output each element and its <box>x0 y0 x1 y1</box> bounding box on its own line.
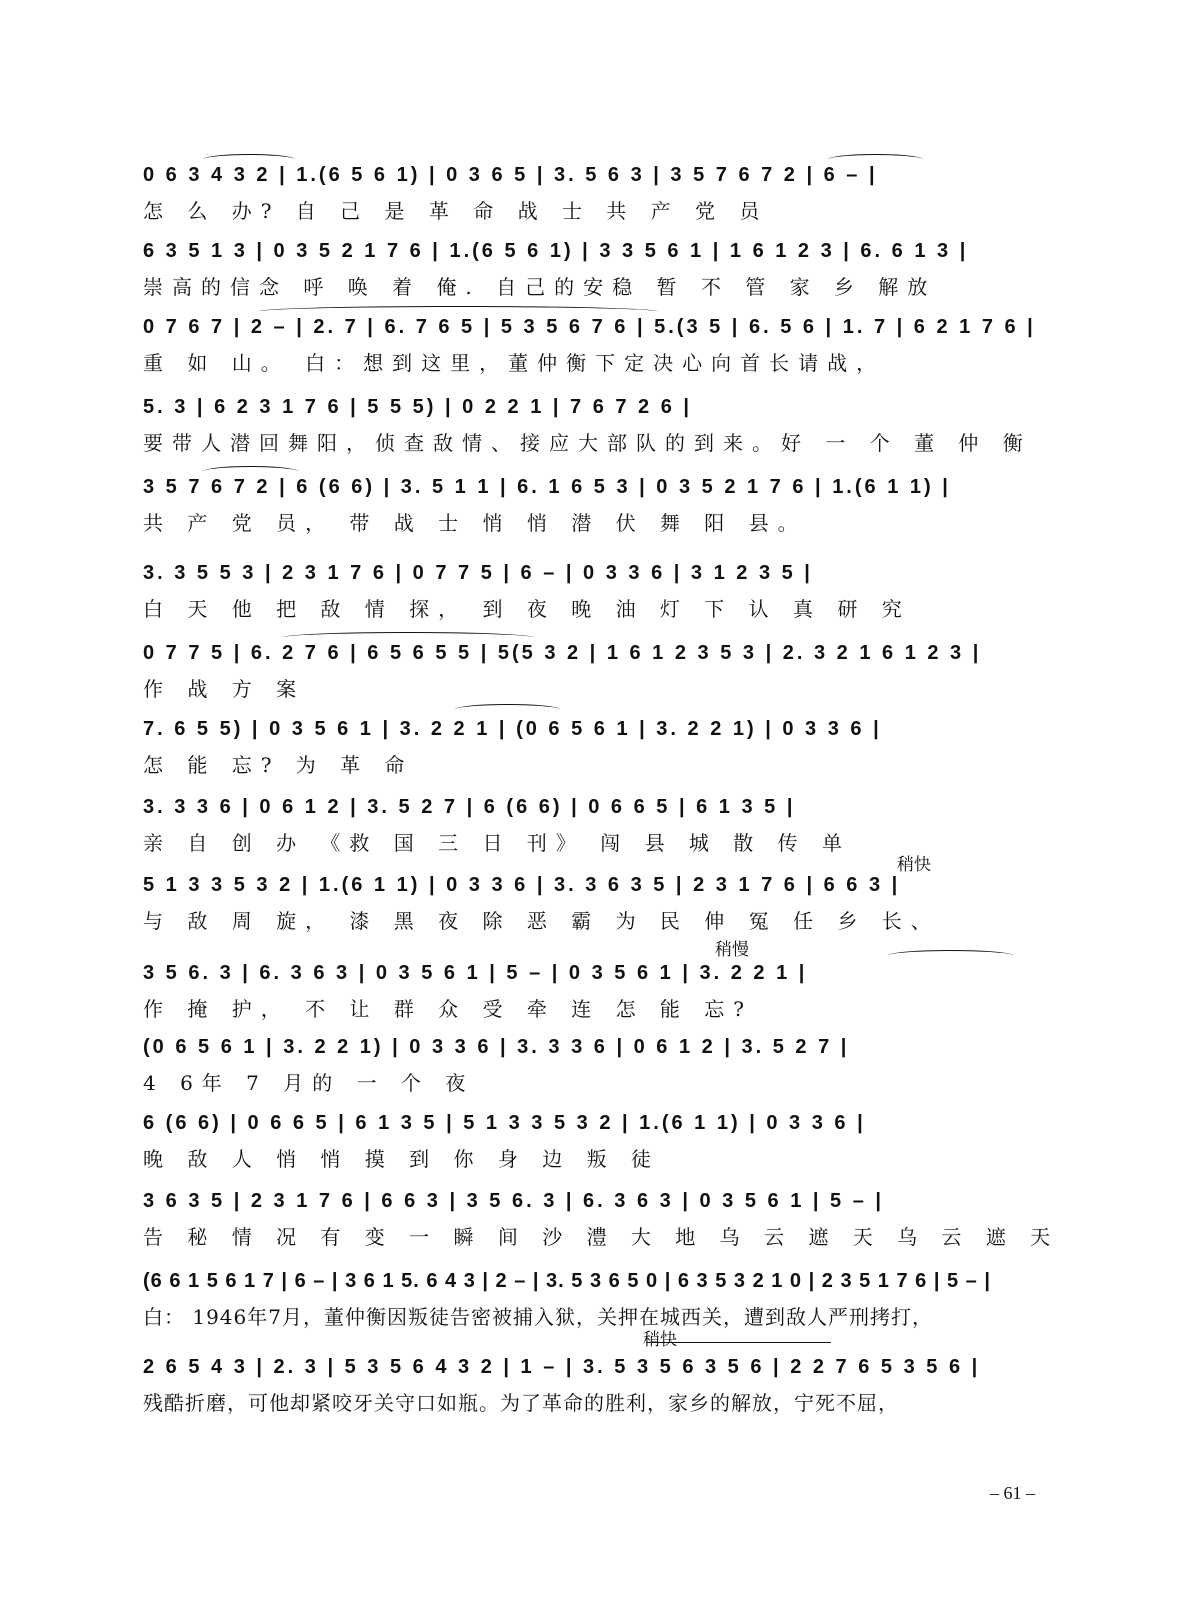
page-number: – 61 – <box>990 1483 1035 1503</box>
score-system-13 <box>143 1108 1023 1184</box>
lyrics-line: 共 产 党 员， 带 战 士 悄 悄 潜 伏 舞 阳 县。 <box>143 511 807 535</box>
notation-line: 5 1 3 3 5 3 2 | 1.(6 1 1) | 0 3 3 6 | 3. 3 6 3 5 | 2 3 1 7 6 | 6 6 3 | <box>143 874 901 896</box>
tempo-mark: 稍快 <box>897 855 931 875</box>
score-system-3 <box>143 312 1036 388</box>
lyrics-line: 残酷折磨，可他却紧咬牙关守口如瓶。为了革命的胜利，家乡的解放，宁死不屈， <box>143 1391 899 1415</box>
notation-line: 3. 3 3 6 | 0 6 1 2 | 3. 5 2 7 | 6 (6 6) | 0 6 6 5 | 6 1 3 5 | <box>143 796 796 818</box>
score-system-5 <box>143 472 1023 548</box>
notation-line: 3 5 6. 3 | 6. 3 6 3 | 0 3 5 6 1 | 5 – | 0 3 5 6 1 | 3. 2 2 1 | <box>143 962 808 984</box>
notation-line: 3 6 3 5 | 2 3 1 7 6 | 6 6 3 | 3 5 6. 3 | 6. 3 6 3 | 0 3 5 6 1 | 5 – | <box>143 1190 884 1212</box>
lyrics-line: 白： 1946年7月，董仲衡因叛徒告密被捕入狱，关押在城西关，遭到敌人严刑拷打， <box>143 1305 933 1329</box>
notation-line: 3. 3 5 5 3 | 2 3 1 7 6 | 0 7 7 5 | 6 – | 0 3 3 6 | 3 1 2 3 5 | <box>143 562 813 584</box>
lyrics-line: 白 天 他 把 敌 情 探， 到 夜 晚 油 灯 下 认 真 研 究 <box>143 597 911 621</box>
lyrics-line: 作 掩 护， 不 让 群 众 受 牵 连 怎 能 忘? <box>143 997 754 1021</box>
notation-line: 0 7 6 7 | 2 – | 2. 7 | 6. 7 6 5 | 5 3 5 6 7 6 | 5.(3 5 | 6. 5 6 | 1. 7 | 6 2 1 7 6 | <box>143 316 1036 338</box>
notation-line: 6 3 5 1 3 | 0 3 5 2 1 7 6 | 1.(6 5 6 1) | 3 3 5 6 1 | 1 6 1 2 3 | 6. 6 1 3 | <box>143 240 969 262</box>
tempo-mark: 稍快 <box>643 1330 677 1350</box>
tempo-mark: 稍慢 <box>715 940 749 960</box>
notation-line: 2 6 5 4 3 | 2. 3 | 5 3 5 6 4 3 2 | 1 – | 3. 5 3 5 6 3 5 6 | 2 2 7 6 5 3 5 6 | <box>143 1356 981 1378</box>
notation-line: 5. 3 | 6 2 3 1 7 6 | 5 5 5) | 0 2 2 1 | 7 6 7 2 6 | <box>143 396 693 418</box>
lyrics-line: 作 战 方 案 <box>143 677 306 701</box>
lyrics-line: 怎 么 办? 自 己 是 革 命 战 士 共 产 党 员 <box>143 199 769 223</box>
notation-line: 0 7 7 5 | 6. 2 7 6 | 6 5 6 5 5 | 5(5 3 2 | 1 6 1 2 3 5 3 | 2. 3 2 1 6 1 2 3 | <box>143 642 982 664</box>
notation-line: (6 6 1 5 6 1 7 | 6 – | 3 6 1 5. 6 4 3 | 2 – | 3. 5 3 6 5 0 | 6 3 5 3 2 1 0 | 2 3 5 1 7 6 | 5 – | <box>143 1270 991 1292</box>
lyrics-line: 要带人潜回舞阳，侦查敌情、接应大部队的到来。好 一 个 董 仲 衡 <box>143 431 1032 455</box>
lyrics-line: 崇高的信念 呼 唤 着 俺. 自己的安稳 暂 不 管 家 乡 解放 <box>143 275 937 299</box>
lyrics-line: 晚 敌 人 悄 悄 摸 到 你 身 边 叛 徒 <box>143 1147 660 1171</box>
score-system-2 <box>143 236 1023 312</box>
score-system-14 <box>143 1186 1060 1262</box>
score-system-16 <box>143 1352 1023 1428</box>
score-system-6 <box>143 558 1023 634</box>
lyrics-line: 怎 能 忘? 为 革 命 <box>143 753 414 777</box>
lyrics-line: 重 如 山。 白：想到这里，董仲衡下定决心向首长请战， <box>143 351 886 375</box>
score-system-11 <box>143 958 1023 1034</box>
notation-line: (0 6 5 6 1 | 3. 2 2 1) | 0 3 3 6 | 3. 3 3 6 | 0 6 1 2 | 3. 5 2 7 | <box>143 1036 850 1058</box>
notation-line: 7. 6 5 5) | 0 3 5 6 1 | 3. 2 2 1 | (0 6 5 6 1 | 3. 2 2 1) | 0 3 3 6 | <box>143 718 882 740</box>
score-system-1 <box>143 160 1023 236</box>
score-system-4 <box>143 392 1032 468</box>
lyrics-line: 4 6年 7 月的 一 个 夜 <box>143 1071 475 1095</box>
score-system-8 <box>143 714 1023 790</box>
score-system-15 <box>143 1266 1023 1342</box>
notation-line: 3 5 7 6 7 2 | 6 (6 6) | 3. 5 1 1 | 6. 1 6 5 3 | 0 3 5 2 1 7 6 | 1.(6 1 1) | <box>143 476 951 498</box>
lyrics-line: 与 敌 周 旋， 漆 黑 夜 除 恶 霸 为 民 伸 冤 任 乡 长、 <box>143 909 940 933</box>
lyrics-line: 亲 自 创 办 《救 国 三 日 刊》 闯 县 城 散 传 单 <box>143 831 852 855</box>
score-system-10 <box>143 870 1023 946</box>
lyrics-line: 告 秘 情 况 有 变 一 瞬 间 沙 澧 大 地 乌 云 遮 天 乌 云 遮 天 <box>143 1225 1060 1249</box>
score-system-12 <box>143 1032 1023 1108</box>
score-system-7 <box>143 638 1023 714</box>
notation-line: 6 (6 6) | 0 6 6 5 | 6 1 3 5 | 5 1 3 3 5 3 2 | 1.(6 1 1) | 0 3 3 6 | <box>143 1112 866 1134</box>
notation-line: 0 6 3 4 3 2 | 1.(6 5 6 1) | 0 3 6 5 | 3. 5 6 3 | 3 5 7 6 7 2 | 6 – | <box>143 164 878 186</box>
score-system-9 <box>143 792 1023 868</box>
